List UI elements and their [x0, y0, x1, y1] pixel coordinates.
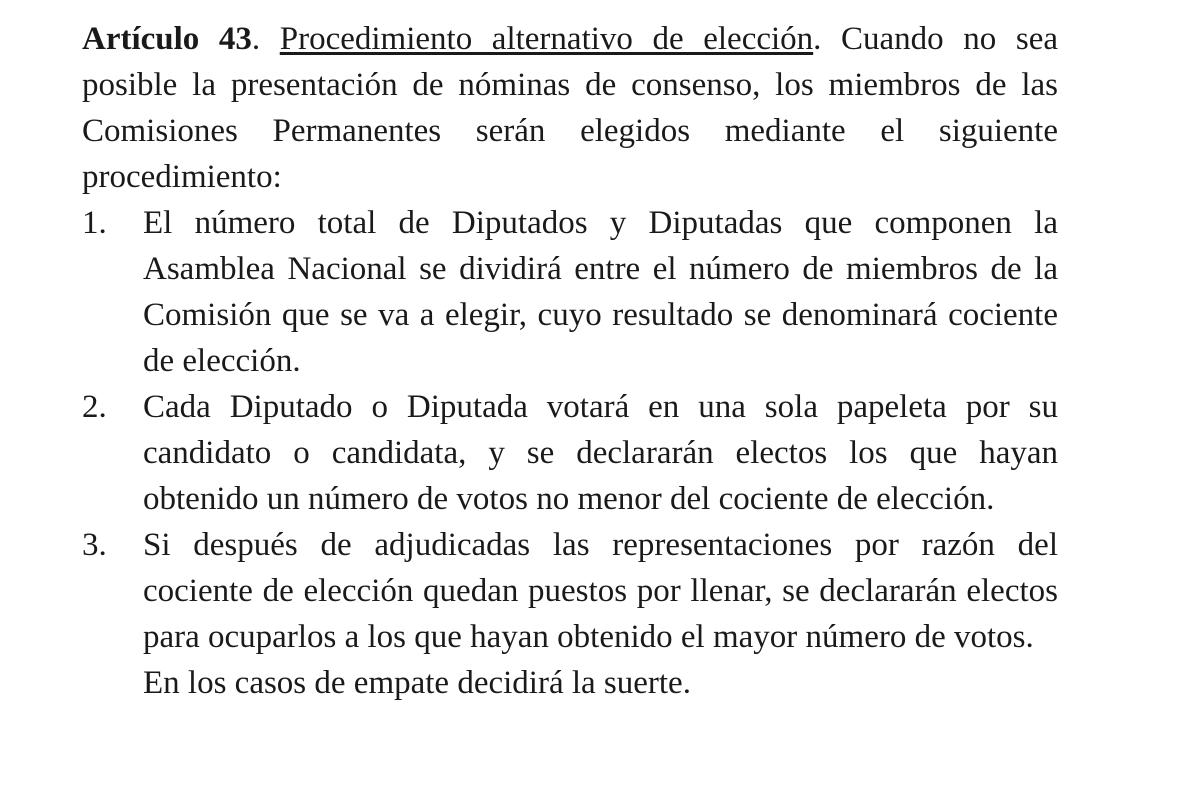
article-title: Procedimiento alternativo de elección: [279, 21, 814, 57]
article-number: Artículo 43: [82, 21, 252, 57]
procedure-list: [82, 200, 1058, 660]
article-intro: . Cuando no sea posible la presentación de nóminas de consenso, los miembros de las Comisiones Permanentes serán elegidos mediante el siguiente procedimiento:: [82, 21, 1058, 195]
list-item-number: 2.: [82, 389, 107, 425]
list-item-number: 3.: [82, 527, 107, 563]
list-item-text: Cada Diputado o Diputada votará en una sola papeleta por su candidato o candidata, y se declararán electos los que hayan obtenido un número de votos no menor del cociente de elección.: [143, 389, 1058, 517]
article-separator: .: [251, 21, 261, 57]
list-item-number: 1.: [82, 205, 107, 241]
list-item: [82, 200, 1058, 384]
list-item: [82, 522, 1058, 660]
closing-sentence: En los casos de empate decidirá la suerte.: [143, 665, 691, 701]
list-item-text: El número total de Diputados y Diputadas que componen la Asamblea Nacional se dividirá entre el número de miembros de la Comisión que se va a elegir, cuyo resultado se denominará cociente de elección.: [143, 205, 1058, 379]
article-paragraph: [82, 16, 1058, 200]
list-item-text: Si después de adjudicadas las representaciones por razón del cociente de elección quedan puestos por llenar, se declararán electos para ocuparlos a los que hayan obtenido el mayor número de votos.: [143, 527, 1058, 655]
list-item: [82, 384, 1058, 522]
